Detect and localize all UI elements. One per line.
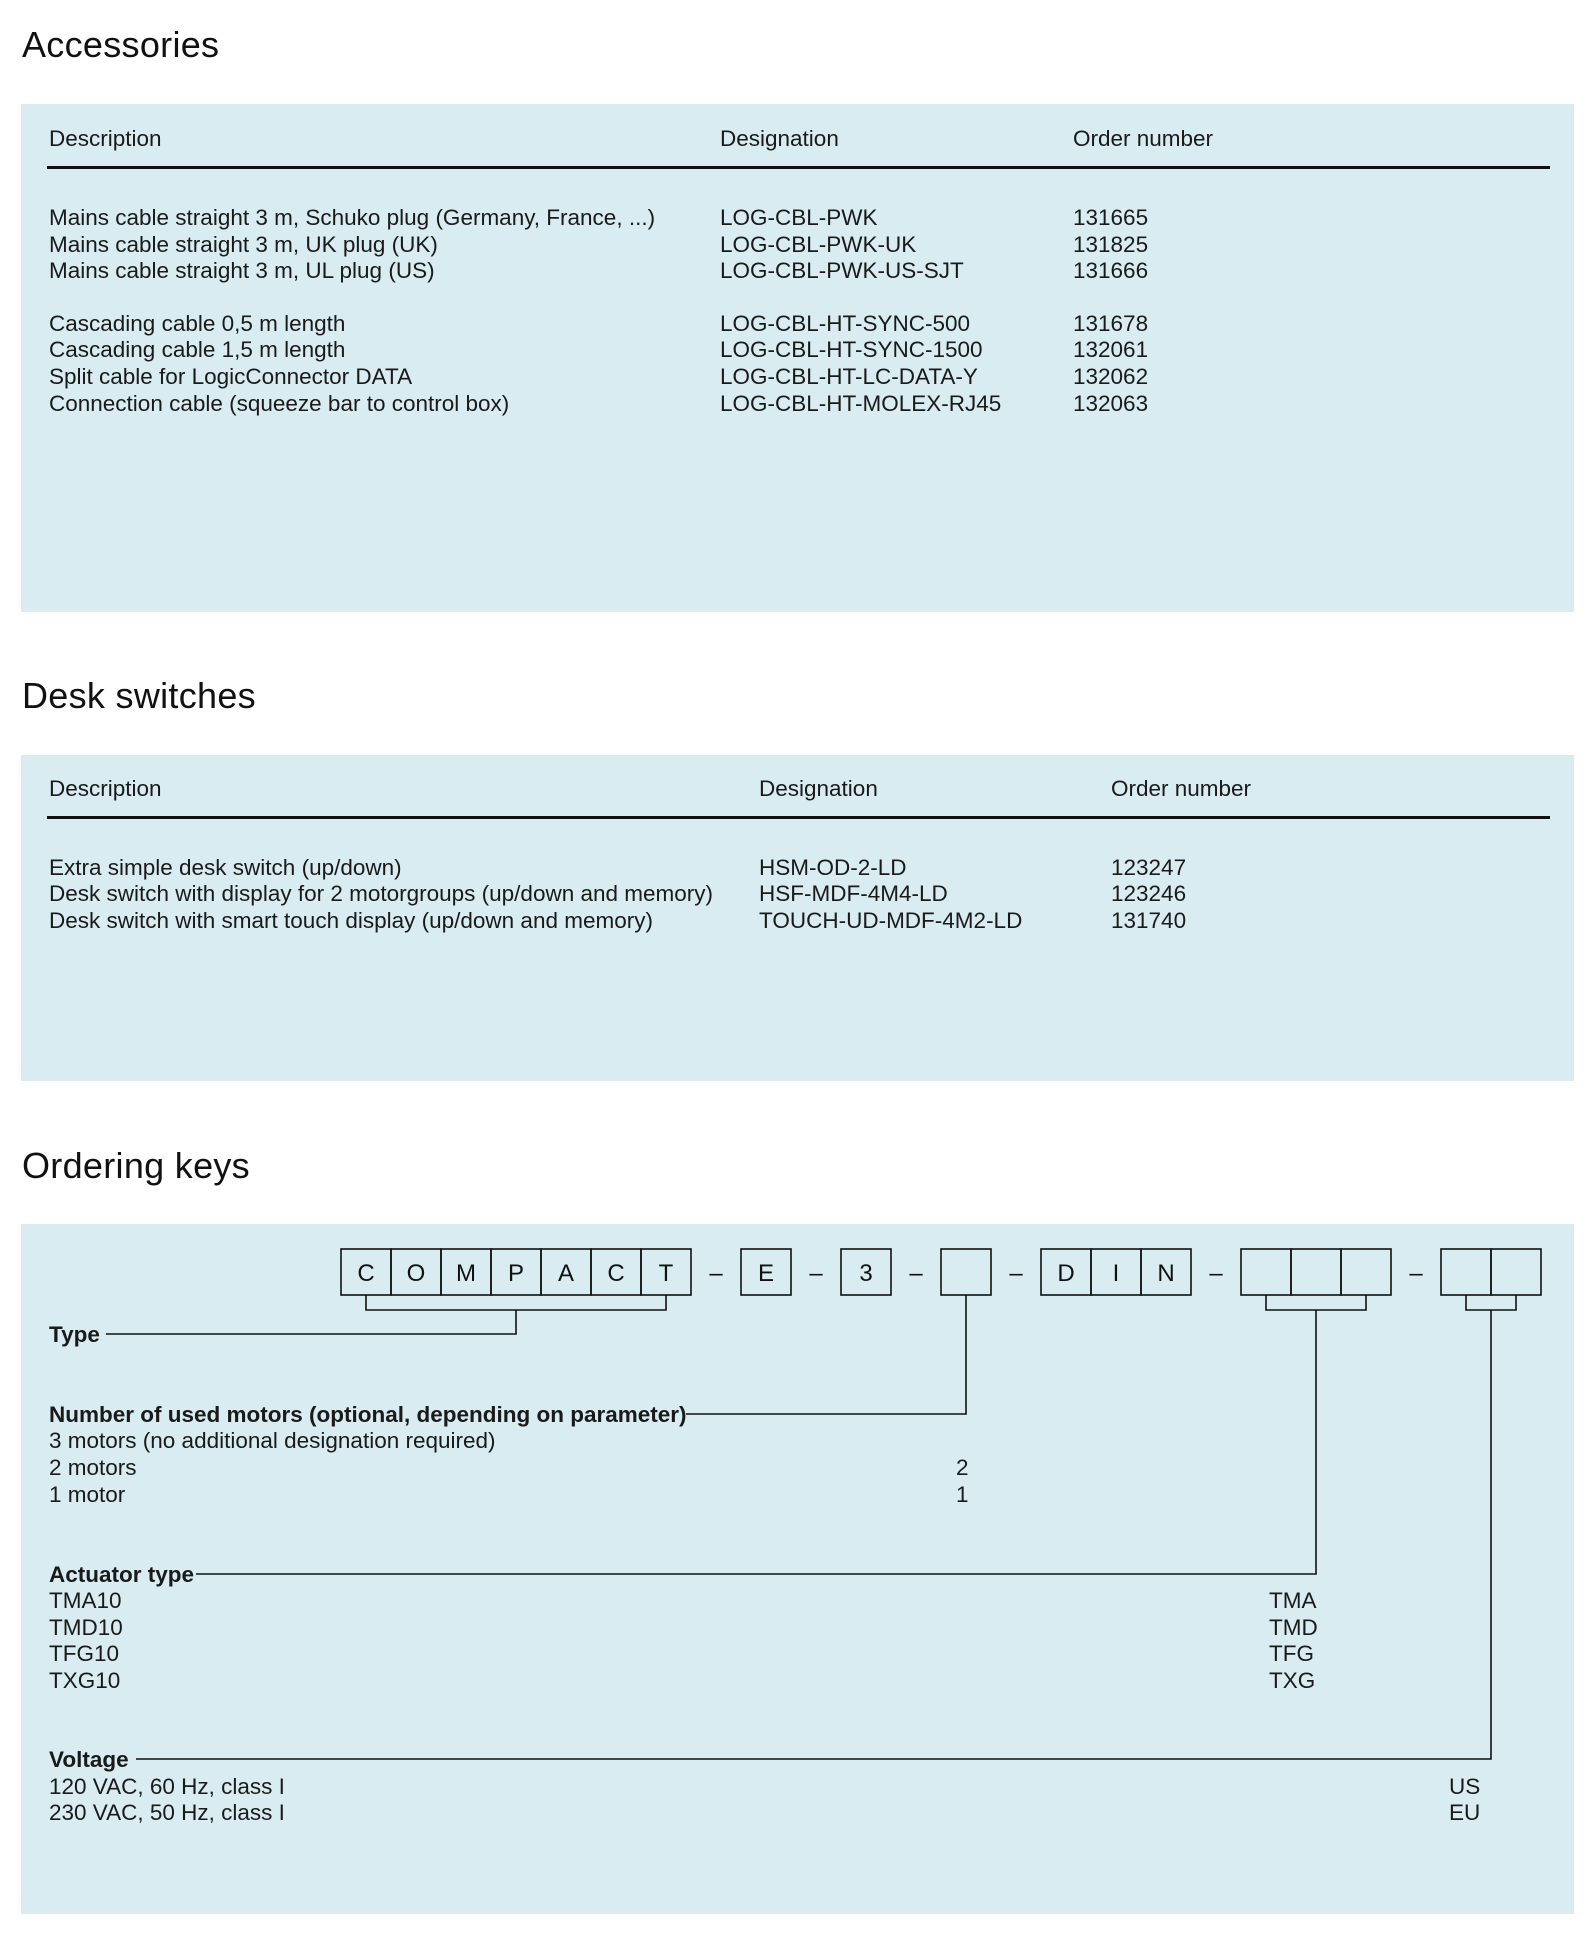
table-cell: Cascading cable 0,5 m length bbox=[49, 311, 346, 336]
key-letter: 3 bbox=[859, 1260, 873, 1287]
table-cell: Mains cable straight 3 m, UL plug (US) bbox=[49, 258, 435, 283]
table-cell: LOG-CBL-HT-LC-DATA-Y bbox=[720, 364, 978, 389]
voltage-code: US bbox=[1449, 1774, 1481, 1799]
table-cell: Connection cable (squeeze bar to control box) bbox=[49, 391, 510, 416]
voltage-option: 120 VAC, 60 Hz, class I bbox=[49, 1774, 285, 1799]
table-cell: LOG-CBL-HT-SYNC-1500 bbox=[720, 337, 983, 362]
header-designation: Designation bbox=[759, 776, 878, 801]
actuator-bracket bbox=[1266, 1295, 1366, 1310]
actuator-option: TMD10 bbox=[49, 1615, 123, 1640]
table-cell: TOUCH-UD-MDF-4M2-LD bbox=[759, 908, 1023, 933]
key-dash: – bbox=[709, 1260, 723, 1287]
header-description: Description bbox=[49, 776, 162, 801]
header-rule bbox=[47, 166, 1550, 169]
key-letter: N bbox=[1157, 1260, 1175, 1287]
voltage-code: EU bbox=[1449, 1800, 1481, 1825]
type-bracket bbox=[366, 1295, 666, 1310]
motors-code: 2 bbox=[956, 1455, 969, 1480]
key-dash: – bbox=[909, 1260, 923, 1287]
table-cell: 132063 bbox=[1073, 391, 1149, 416]
type-label: Type bbox=[49, 1322, 100, 1347]
motors-leader bbox=[686, 1295, 966, 1414]
actuator-label: Actuator type bbox=[49, 1562, 195, 1587]
motors-option: 1 motor bbox=[49, 1482, 126, 1507]
table-cell: HSF-MDF-4M4-LD bbox=[759, 881, 948, 906]
key-slot-actuator bbox=[1341, 1249, 1391, 1295]
key-letter: C bbox=[357, 1260, 375, 1287]
table-cell: Cascading cable 1,5 m length bbox=[49, 337, 346, 362]
accessories-table bbox=[21, 104, 1574, 612]
table-cell: Split cable for LogicConnector DATA bbox=[49, 364, 413, 389]
table-cell: 123247 bbox=[1111, 855, 1187, 880]
desk-switches-title: Desk switches bbox=[22, 675, 256, 716]
key-slot-actuator bbox=[1241, 1249, 1291, 1295]
key-letter: O bbox=[406, 1260, 426, 1287]
key-letter: D bbox=[1057, 1260, 1075, 1287]
actuator-code: TXG bbox=[1269, 1668, 1316, 1693]
table-cell: 131666 bbox=[1073, 258, 1149, 283]
key-letter: P bbox=[507, 1260, 525, 1287]
key-letter: C bbox=[607, 1260, 625, 1287]
key-slot-voltage bbox=[1441, 1249, 1491, 1295]
actuator-code: TFG bbox=[1269, 1641, 1314, 1666]
key-slot-voltage bbox=[1491, 1249, 1541, 1295]
key-dash: – bbox=[809, 1260, 823, 1287]
ordering-keys-panel bbox=[21, 1224, 1574, 1914]
key-dash: – bbox=[1209, 1260, 1223, 1287]
header-designation: Designation bbox=[720, 126, 839, 151]
motors-option: 2 motors bbox=[49, 1455, 137, 1480]
voltage-option: 230 VAC, 50 Hz, class I bbox=[49, 1800, 285, 1825]
voltage-bracket bbox=[1466, 1295, 1516, 1310]
actuator-option: TFG10 bbox=[49, 1641, 120, 1666]
table-cell: 123246 bbox=[1111, 881, 1187, 906]
table-cell: LOG-CBL-HT-SYNC-500 bbox=[720, 311, 971, 336]
motors-label: Number of used motors (optional, depending on parameter) bbox=[49, 1402, 687, 1427]
voltage-label: Voltage bbox=[49, 1747, 129, 1772]
motors-option: 3 motors (no additional designation required) bbox=[49, 1428, 496, 1453]
table-cell: Extra simple desk switch (up/down) bbox=[49, 855, 402, 880]
header-order-number: Order number bbox=[1111, 776, 1252, 801]
type-leader bbox=[106, 1310, 516, 1334]
actuator-code: TMD bbox=[1269, 1615, 1318, 1640]
header-order-number: Order number bbox=[1073, 126, 1214, 151]
key-letter: E bbox=[757, 1260, 775, 1287]
key-letter: M bbox=[456, 1260, 476, 1287]
key-letter: T bbox=[658, 1260, 674, 1287]
header-rule bbox=[47, 816, 1550, 819]
key-dash: – bbox=[1009, 1260, 1023, 1287]
table-cell: LOG-CBL-HT-MOLEX-RJ45 bbox=[720, 391, 1002, 416]
table-cell: Desk switch with display for 2 motorgroups (up/down and memory) bbox=[49, 881, 714, 906]
table-cell: 131678 bbox=[1073, 311, 1149, 336]
header-description: Description bbox=[49, 126, 162, 151]
table-cell: LOG-CBL-PWK-UK bbox=[720, 232, 917, 257]
key-letter: I bbox=[1112, 1260, 1120, 1287]
actuator-option: TMA10 bbox=[49, 1588, 122, 1613]
key-slot-motors bbox=[941, 1249, 991, 1295]
table-cell: 131665 bbox=[1073, 205, 1149, 230]
key-dash: – bbox=[1409, 1260, 1423, 1287]
table-cell: Mains cable straight 3 m, UK plug (UK) bbox=[49, 232, 438, 257]
table-cell: 132062 bbox=[1073, 364, 1149, 389]
table-cell: 131825 bbox=[1073, 232, 1149, 257]
key-slot-actuator bbox=[1291, 1249, 1341, 1295]
actuator-code: TMA bbox=[1269, 1588, 1317, 1613]
accessories-title: Accessories bbox=[22, 24, 220, 65]
desk-switches-table bbox=[21, 755, 1574, 1081]
table-cell: 131740 bbox=[1111, 908, 1187, 933]
table-cell: HSM-OD-2-LD bbox=[759, 855, 907, 880]
table-cell: LOG-CBL-PWK bbox=[720, 205, 878, 230]
table-cell: Mains cable straight 3 m, Schuko plug (Germany, France, ...) bbox=[49, 205, 656, 230]
table-cell: Desk switch with smart touch display (up/down and memory) bbox=[49, 908, 653, 933]
ordering-keys-title: Ordering keys bbox=[22, 1145, 250, 1186]
key-letter: A bbox=[557, 1260, 575, 1287]
table-cell: LOG-CBL-PWK-US-SJT bbox=[720, 258, 964, 283]
motors-code: 1 bbox=[956, 1482, 969, 1507]
table-cell: 132061 bbox=[1073, 337, 1149, 362]
actuator-option: TXG10 bbox=[49, 1668, 121, 1693]
